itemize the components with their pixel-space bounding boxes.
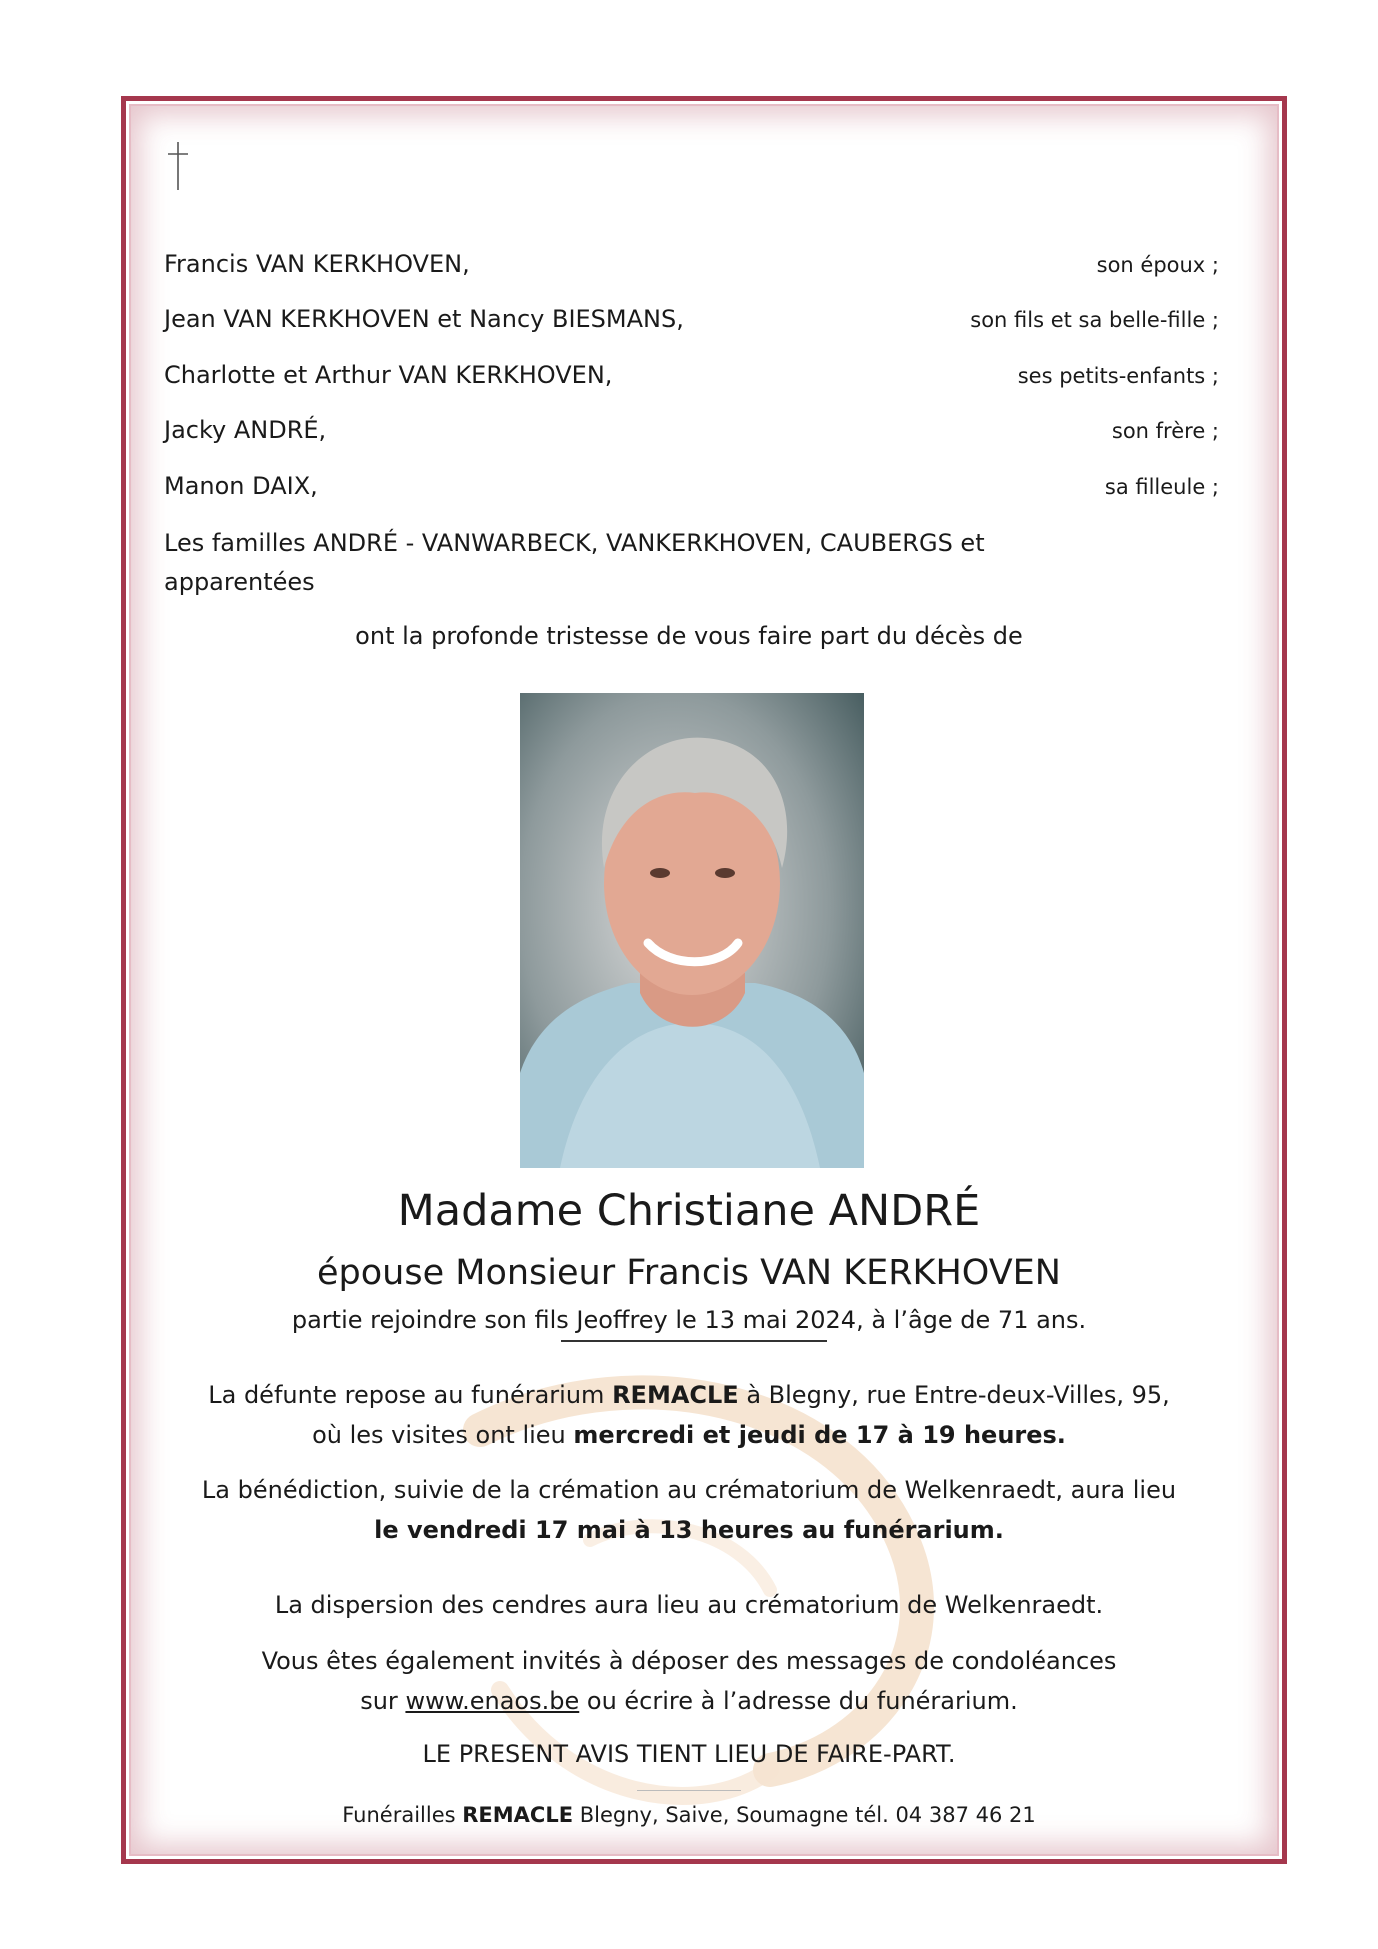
condolences-line-1: Vous êtes également invités à déposer des messages de condoléances (261, 1647, 1117, 1675)
deceased-name: Madame Christiane ANDRÉ (397, 1186, 981, 1236)
condolences-line-2 (0, 1681, 1378, 1721)
visitation-text: La défunte repose au funérarium (208, 1381, 613, 1409)
footer-contact: Blegny, Saive, Soumagne tél. 04 387 46 21 (573, 1803, 1036, 1827)
mourner-row (164, 472, 1219, 500)
mourner-row (164, 305, 1219, 333)
condolences-text: ou écrire à l’adresse du funérarium. (579, 1687, 1018, 1715)
ceremony-line-1: La bénédiction, suivie de la crémation au crématorium de Welkenraedt, aura lieu (201, 1476, 1177, 1504)
cross-icon (158, 140, 198, 192)
notice-text: LE PRESENT AVIS TIENT LIEU DE FAIRE-PART. (422, 1740, 956, 1768)
deceased-details: partie rejoindre son fils Jeoffrey le 13 mai 2024, à l’âge de 71 ans. (291, 1306, 1087, 1334)
funeral-home-name: REMACLE (612, 1381, 739, 1409)
visitation-hours: mercredi et jeudi de 17 à 19 heures. (573, 1421, 1066, 1449)
visitation-text: où les visites ont lieu (312, 1421, 574, 1449)
deceased-portrait (520, 693, 864, 1168)
ceremony-line-2 (0, 1510, 1378, 1550)
ceremony-date: le vendredi 17 mai à 13 heures au funérarium. (374, 1516, 1004, 1544)
condolences-link[interactable]: www.enaos.be (405, 1687, 580, 1715)
mourner-name: Jean VAN KERKHOVEN et Nancy BIESMANS, (164, 305, 684, 333)
announcement-text: ont la profonde tristesse de vous faire part du décès de (355, 622, 1023, 650)
mourner-name: Manon DAIX, (164, 472, 318, 500)
footer-text (0, 1803, 1378, 1827)
mourner-relation: son frère ; (1111, 419, 1219, 443)
section-divider (561, 1340, 827, 1342)
mourner-name: Jacky ANDRÉ, (164, 416, 327, 444)
families-text: Les familles ANDRÉ - VANWARBECK, VANKERKHOVEN, CAUBERGS et apparentées (164, 529, 985, 596)
visitation-line-1 (0, 1375, 1378, 1415)
mourner-relation: son fils et sa belle-fille ; (970, 308, 1219, 332)
deceased-spouse: épouse Monsieur Francis VAN KERKHOVEN (317, 1253, 1061, 1293)
footer-funeral-home: REMACLE (462, 1803, 574, 1827)
mourner-name: Charlotte et Arthur VAN KERKHOVEN, (164, 361, 613, 389)
footer-divider (637, 1790, 741, 1791)
mourner-row (164, 416, 1219, 444)
mourner-relation: sa filleule ; (1104, 475, 1219, 499)
mourner-name: Francis VAN KERKHOVEN, (164, 250, 470, 278)
visitation-line-2 (0, 1415, 1378, 1455)
mourner-relation: son époux ; (1096, 253, 1219, 277)
mourner-row (164, 361, 1219, 389)
visitation-address: à Blegny, rue Entre-deux-Villes, 95, (738, 1381, 1170, 1409)
footer-prefix: Funérailles (342, 1803, 463, 1827)
condolences-text: sur (360, 1687, 406, 1715)
mourner-row (164, 250, 1219, 278)
mourner-relation: ses petits-enfants ; (1017, 364, 1219, 388)
dispersion-text: La dispersion des cendres aura lieu au crématorium de Welkenraedt. (274, 1591, 1104, 1619)
